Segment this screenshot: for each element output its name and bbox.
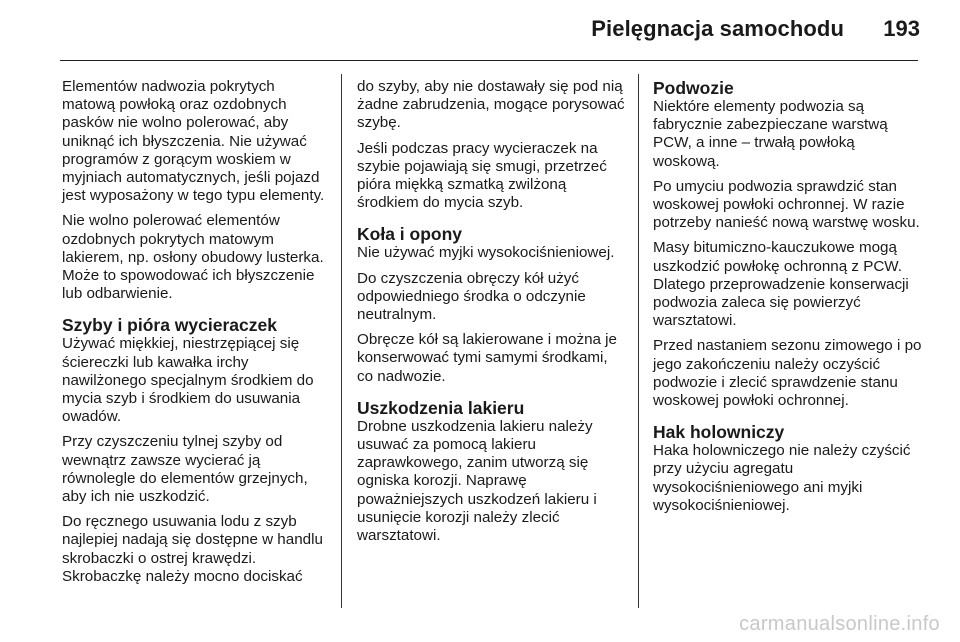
page-number: 193	[883, 16, 920, 41]
page-title: Pielęgnacja samochodu	[591, 16, 844, 41]
paragraph: Do czyszczenia obręczy kół użyć odpowiedniego środka o odczynie neutralnym.	[357, 269, 586, 324]
column-divider	[638, 74, 639, 608]
text-column-2	[357, 78, 627, 552]
paragraph: Używać miękkiej, niestrzępiącej się ściereczki lub kawałka irchy nawilżonego specjalnym środkiem do mycia szyb i środkiem do usuwania owadów.	[62, 335, 314, 426]
paragraph: Przy czyszczeniu tylnej szyby od wewnątrz zawsze wycierać ją równolegle do elementów grzejnych, aby ich nie uszkodzić.	[62, 433, 308, 506]
paragraph: do szyby, aby nie dostawały się pod nią żadne zabrudzenia, mogące porysować szybę.	[357, 78, 625, 132]
paragraph: Elementów nadwozia pokrytych matową powłoką oraz ozdobnych pasków nie wolno polerować, aby uniknąć ich błyszczenia. Nie używać programów z gorącym woskiem w myjniach automatycznych, jeśli pojazd jest wyposażony w tego typu elementy.	[62, 78, 325, 205]
paragraph: Przed nastaniem sezonu zimowego i po jego zakończeniu należy oczyścić podwozie i zlecić sprawdzenie stanu woskowej powłoki ochronnej.	[653, 337, 922, 410]
section-heading-underbody: Podwozie	[653, 78, 734, 98]
section-heading-windows-wipers: Szyby i pióra wycieraczek	[62, 315, 277, 336]
text-column-1	[62, 78, 332, 593]
paragraph: Jeśli podczas pracy wycieraczek na szybie pojawiają się smugi, przetrzeć pióra miękką szmatką zwilżoną środkiem do mycia szyb.	[357, 139, 607, 212]
section-heading-paint-damage: Uszkodzenia lakieru	[357, 397, 525, 418]
paragraph: Do ręcznego usuwania lodu z szyb najlepiej nadają się dostępne w handlu skrobaczki o ostrej krawędzi. Skrobaczkę należy mocno dociskać	[62, 513, 323, 585]
paragraph: Obręcze kół są lakierowane i można je konserwować tymi samymi środkami, co nadwozie.	[357, 331, 617, 385]
header-divider	[60, 60, 918, 61]
section-heading-wheels-tyres: Koła i opony	[357, 224, 462, 245]
text-column-3	[653, 78, 923, 522]
paragraph: Nie wolno polerować elementów ozdobnych pokrytych matowym lakierem, np. osłony obudowy lusterka. Może to spowodować ich błyszczenie lub odbarwienie.	[62, 212, 324, 303]
paragraph: Drobne uszkodzenia lakieru należy usuwać za pomocą lakieru zaprawkowego, zanim utworzą się ogniska korozji. Naprawę poważniejszych uszkodzeń lakieru i usunięcie korozji należy zlecić warsztatowi.	[357, 417, 597, 545]
section-heading-towbar: Hak holowniczy	[653, 422, 785, 443]
paragraph: Haka holowniczego nie należy czyścić przy użyciu agregatu wysokociśnieniowego ani myjki wysokociśnieniowej.	[653, 442, 911, 514]
watermark: carmanualsonline.info	[739, 613, 940, 635]
paragraph: Masy bitumiczno-kauczukowe mogą uszkodzić powłokę ochronną z PCW. Dlatego przeprowadzenie konserwacji podwozia zaleca się powierzyć warsztatowi.	[653, 239, 909, 330]
paragraph: Po umyciu podwozia sprawdzić stan woskowej powłoki ochronnej. W razie potrzeby nanieść nową warstwę wosku.	[653, 177, 920, 232]
paragraph: Nie używać myjki wysokociśnieniowej.	[357, 244, 615, 262]
paragraph: Niektóre elementy podwozia są fabrycznie zabezpieczane warstwą PCW, a inne – trwałą powłoką woskową.	[653, 98, 888, 170]
page-header	[0, 0, 960, 58]
column-divider	[341, 74, 342, 608]
